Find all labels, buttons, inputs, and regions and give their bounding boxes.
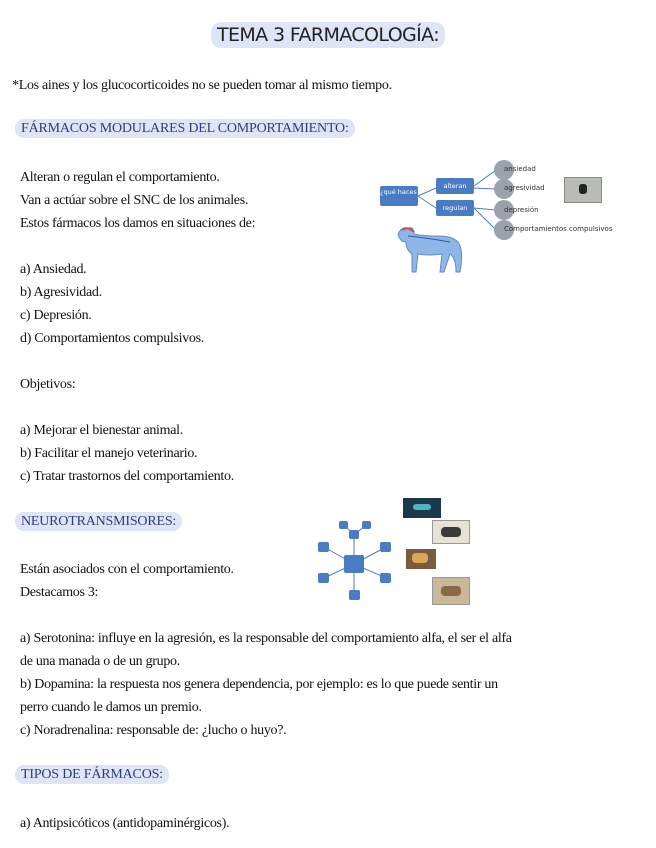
alteran-node: alteran [436,178,474,194]
list-item: b) Facilitar el manejo veterinario. [20,446,198,461]
neuron-photo-image [403,498,441,518]
dog-anatomy-image [388,220,468,278]
mindmap-node [380,573,391,583]
section-heading-farmacos-modulares: FÁRMACOS MODULARES DEL COMPORTAMIENTO: [15,121,355,137]
body-line: Destacamos 3: [20,585,99,600]
regulan-node: regulan [436,200,474,216]
list-item: d) Comportamientos compulsivos. [20,331,204,346]
list-item-continuation: perro cuando le damos un premio. [20,700,202,715]
list-item: b) Dopamina: la respuesta nos genera dependencia, por ejemplo: es lo que puede sentir un [20,677,498,692]
mindmap-node [318,542,329,552]
body-line: Están asociados con el comportamiento. [20,562,234,577]
list-item: c) Depresión. [20,308,92,323]
list-item: c) Tratar trastornos del comportamiento. [20,469,234,484]
list-item: a) Serotonina: influye en la agresión, es la responsable del comportamiento alfa, el ser el alfa [20,631,512,646]
page-title: TEMA 3 FARMACOLOGÍA: [0,24,656,46]
mindmap-node [339,521,348,529]
dog-photo-image [432,520,470,544]
section-heading-neurotransmisores: NEUROTRANSMISORES: [15,514,182,530]
diagram-label: ansiedad [504,165,536,173]
diagram-label: Comportamientos compulsivos [504,225,613,233]
list-item: b) Agresividad. [20,285,102,300]
section-heading-tipos-farmacos: TIPOS DE FÁRMACOS: [15,767,169,783]
dog-photo-image [564,177,602,203]
diagram-label: agresividad [504,184,545,192]
diagram-label: depresión [504,206,539,214]
mindmap-node [349,590,360,600]
behavior-diagram [378,158,623,278]
mindmap-center-node [344,555,364,573]
dog-photo-image [432,577,470,605]
objectives-label: Objetivos: [20,377,76,392]
question-node: ¿qué haces? [380,186,418,206]
body-line: Alteran o regulan el comportamiento. [20,170,220,185]
mindmap-node [380,542,391,552]
mindmap-node [362,521,371,529]
list-item-continuation: de una manada o de un grupo. [20,654,180,669]
mindmap-node [318,573,329,583]
body-line: Van a actúar sobre el SNC de los animales. [20,193,249,208]
list-item: a) Mejorar el bienestar animal. [20,423,183,438]
list-item: a) Ansiedad. [20,262,87,277]
list-item: a) Antipsicóticos (antidopaminérgicos). [20,816,230,831]
list-item: c) Noradrenalina: responsable de: ¿lucho o huyo?. [20,723,287,738]
dog-photo-image [406,549,436,569]
note-text: *Los aines y los glucocorticoides no se pueden tomar al mismo tiempo. [12,78,392,93]
mindmap-node [349,530,359,539]
body-line: Estos fármacos los damos en situaciones de: [20,216,256,231]
